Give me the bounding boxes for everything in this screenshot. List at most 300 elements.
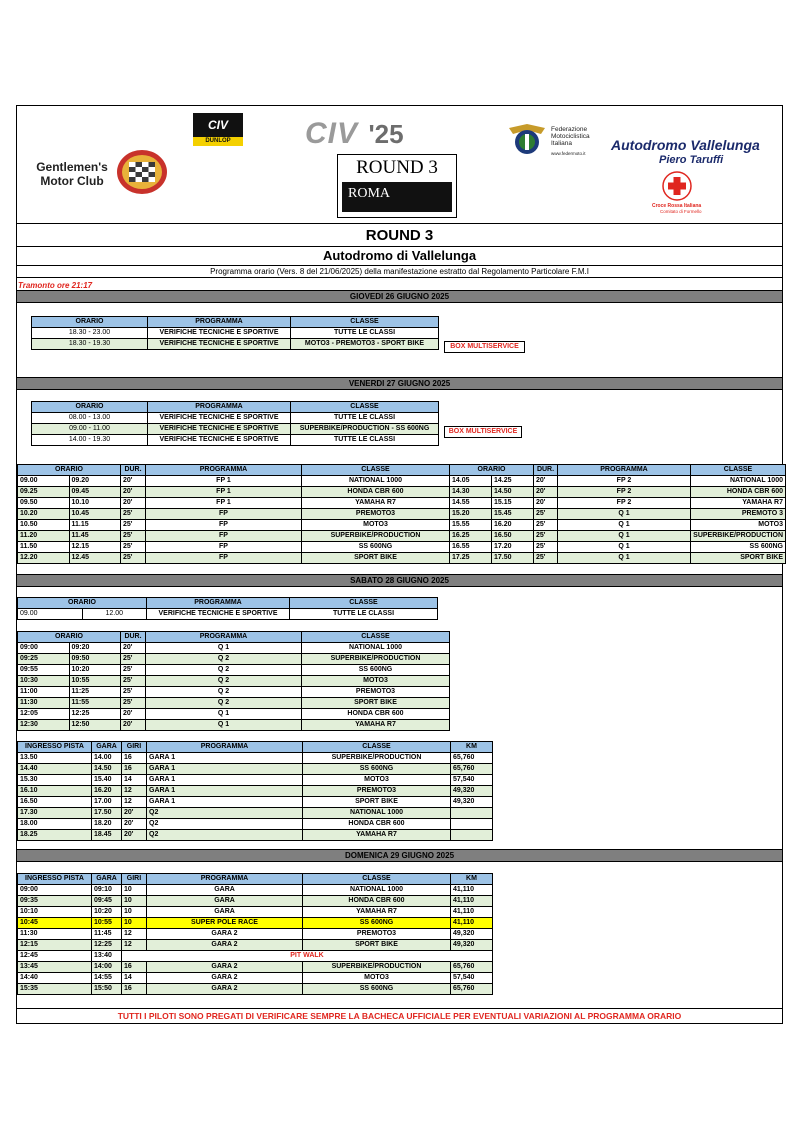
table-cell: 17.50 — [92, 808, 122, 819]
table-cell: 25' — [534, 509, 558, 520]
dunlop-mark: DUNLOP — [193, 137, 243, 146]
civ-main-logo — [305, 117, 475, 153]
table-cell: 57,540 — [451, 973, 493, 984]
round-title: ROUND 3 — [365, 227, 434, 244]
table-cell: SUPERBIKE/PRODUCTION — [303, 962, 451, 973]
table-row — [18, 973, 493, 984]
table-row — [18, 498, 786, 509]
table-cell: 09.50 — [18, 498, 70, 509]
fmi-text: Federazione Motociclistica Italiana — [551, 126, 590, 147]
table-cell: 20' — [534, 487, 558, 498]
table-cell: 16.55 — [450, 542, 492, 553]
table-cell: 12.20 — [18, 553, 70, 564]
divider — [16, 1008, 783, 1009]
civ-small-mark: CIV — [193, 113, 243, 137]
day-header-thursday: GIOVEDI 26 GIUGNO 2025 — [17, 290, 782, 303]
motor-club-badge-icon — [115, 148, 169, 196]
table-cell: 16.20 — [92, 786, 122, 797]
table-cell: FP — [146, 531, 302, 542]
table-cell: SPORT BIKE — [691, 553, 786, 564]
table-cell: 49,320 — [451, 786, 493, 797]
table-cell: 16.10 — [18, 786, 92, 797]
table-cell: Q 1 — [146, 643, 302, 654]
table-cell: 25' — [121, 509, 146, 520]
table-cell: FP 2 — [558, 487, 691, 498]
circuit-title: Autodromo di Vallelunga — [322, 248, 477, 263]
divider — [16, 265, 783, 266]
gentlemen-logo: Gentlemen's Motor Club — [36, 160, 108, 188]
table-cell: 25' — [534, 542, 558, 553]
table-cell: GARA — [147, 885, 303, 896]
table-cell: 16 — [122, 753, 147, 764]
table-cell: GARA 1 — [147, 786, 303, 797]
table-cell: 10:45 — [18, 918, 92, 929]
table-cell: Q 2 — [146, 654, 302, 665]
table-cell: 20' — [121, 643, 146, 654]
table-cell: 14.55 — [450, 498, 492, 509]
table-cell: HONDA CBR 600 — [302, 709, 450, 720]
table-cell: SUPERBIKE/PRODUCTION — [691, 531, 786, 542]
table-cell: FP 2 — [558, 498, 691, 509]
table-row — [18, 918, 493, 929]
table-cell: 65,760 — [451, 764, 493, 775]
table-cell: SPORT BIKE — [302, 698, 450, 709]
table-cell: 25' — [121, 687, 146, 698]
table-cell: 14.00 — [92, 753, 122, 764]
table-cell: 25' — [121, 676, 146, 687]
table-cell: 11:30 — [18, 929, 92, 940]
table-cell: 41,110 — [451, 907, 493, 918]
table-cell: 15:35 — [18, 984, 92, 995]
footer-warning: TUTTI I PILOTI SONO PREGATI DI VERIFICARE SEMPRE LA BACHECA UFFICIALE PER EVENTUALI VARIAZIONI AL PROGRAMMA ORARIO — [117, 1011, 682, 1021]
table-cell: FP 1 — [146, 487, 302, 498]
table-cell: 20' — [534, 476, 558, 487]
table-row — [18, 720, 450, 731]
table-row — [18, 531, 786, 542]
table-cell: 10:20 — [69, 665, 121, 676]
table-cell: 65,760 — [451, 984, 493, 995]
table-cell: SUPERBIKE/PRODUCTION — [302, 654, 450, 665]
table-cell: 10.10 — [69, 498, 121, 509]
table-cell: 13:40 — [92, 951, 122, 962]
table-cell: 12:25 — [92, 940, 122, 951]
table-row — [18, 709, 450, 720]
table-cell: 25' — [121, 698, 146, 709]
table-row — [18, 896, 493, 907]
table-cell: 65,760 — [451, 753, 493, 764]
table-cell: 17.50 — [492, 553, 534, 564]
table-row — [18, 676, 450, 687]
table-cell: MOTO3 — [691, 520, 786, 531]
table-cell: MOTO3 — [303, 775, 451, 786]
table-cell: NATIONAL 1000 — [302, 476, 450, 487]
table-cell: 20' — [122, 808, 147, 819]
table-cell: 15.55 — [450, 520, 492, 531]
saturday-qualifying-table: ORARIO DUR. PROGRAMMA CLASSE 09:00 09:20 20' Q 1 NATIONAL 1000 09:25 09:50 25' Q 2 SUPERBIKE/PRODUCTION 09:55 10:20 25' Q 2 SS 600NG 10:30 10:55 25' Q 2 MOTO3 11:00 11:25 25' Q 2 PREMOTO3 11:30 11:55 25' Q 2 SPORT BIKE 12:05 12:25 20' Q 1 HONDA CBR 600 12:30 12:50 20' Q 1 YAMAHA R7 — [17, 631, 450, 731]
table-cell: 41,110 — [451, 896, 493, 907]
table-cell: 14.50 — [492, 487, 534, 498]
table-cell: 10:55 — [69, 676, 121, 687]
program-subtitle: Programma orario (Vers. 8 del 21/06/2025) della manifestazione estratto dal Regolamento Particolare F.M.I — [210, 267, 589, 276]
table-cell: NATIONAL 1000 — [303, 808, 451, 819]
table-cell: 12.15 — [69, 542, 121, 553]
table-row — [18, 984, 493, 995]
saturday-verifiche-table: ORARIO PROGRAMMA CLASSE 09.00 12.00 VERIFICHE TECNICHE E SPORTIVE TUTTE LE CLASSI — [17, 597, 438, 620]
table-cell: 11:30 — [18, 698, 70, 709]
table-cell: 10:10 — [18, 907, 92, 918]
table-row — [18, 553, 786, 564]
table-cell: 09:25 — [18, 654, 70, 665]
table-cell: 09:50 — [69, 654, 121, 665]
table-cell: 14.05 — [450, 476, 492, 487]
table-cell: Q 1 — [558, 509, 691, 520]
table-cell: 20' — [121, 498, 146, 509]
table-cell: 17.00 — [92, 797, 122, 808]
table-cell: 09:00 — [18, 885, 92, 896]
table-cell: FP 2 — [558, 476, 691, 487]
table-cell: 10 — [122, 896, 147, 907]
table-cell: 11:25 — [69, 687, 121, 698]
table-cell: 10.50 — [18, 520, 70, 531]
table-cell: HONDA CBR 600 — [303, 896, 451, 907]
table-cell: SUPER POLE RACE — [147, 918, 303, 929]
table-cell: YAMAHA R7 — [302, 498, 450, 509]
table-cell: SS 600NG — [303, 918, 451, 929]
table-cell — [451, 819, 493, 830]
table-cell: 25' — [121, 665, 146, 676]
table-cell: 10 — [122, 907, 147, 918]
vallelunga-title: Autodromo Vallelunga — [611, 137, 760, 153]
table-cell: 09.20 — [69, 476, 121, 487]
table-cell: 17.30 — [18, 808, 92, 819]
table-cell: PREMOTO 3 — [691, 509, 786, 520]
table-row — [18, 885, 493, 896]
table-cell: 18.20 — [92, 819, 122, 830]
table-row — [18, 907, 493, 918]
table-cell: SUPERBIKE/PRODUCTION — [303, 753, 451, 764]
table-cell: YAMAHA R7 — [302, 720, 450, 731]
table-row — [18, 962, 493, 973]
table-row — [18, 654, 450, 665]
thursday-verifiche-table: ORARIO PROGRAMMA CLASSE 18.30 - 23.00 VERIFICHE TECNICHE E SPORTIVE TUTTE LE CLASSI 18.30 - 19.30 VERIFICHE TECNICHE E SPORTIVE MOTO3 - PREMOTO3 - SPORT BIKE — [31, 316, 439, 350]
table-cell: PREMOTO3 — [303, 786, 451, 797]
table-cell: 15.20 — [450, 509, 492, 520]
vallelunga-sub: Piero Taruffi — [659, 154, 724, 166]
day-header-sunday: DOMENICA 29 GIUGNO 2025 — [17, 849, 782, 862]
table-cell: NATIONAL 1000 — [303, 885, 451, 896]
table-cell: 14.25 — [492, 476, 534, 487]
table-cell: GARA 2 — [147, 962, 303, 973]
table-cell: SS 600NG — [691, 542, 786, 553]
table-cell: 16 — [122, 764, 147, 775]
table-row — [18, 830, 493, 841]
table-cell: FP — [146, 553, 302, 564]
table-cell: Q2 — [147, 830, 303, 841]
table-cell: 11:00 — [18, 687, 70, 698]
table-cell: 49,320 — [451, 929, 493, 940]
table-cell: 25' — [121, 531, 146, 542]
table-cell: 12:05 — [18, 709, 70, 720]
table-cell: 14.40 — [18, 764, 92, 775]
table-cell: FP — [146, 520, 302, 531]
table-row — [18, 775, 493, 786]
table-cell: 41,110 — [451, 918, 493, 929]
table-row — [18, 753, 493, 764]
table-cell: 16.20 — [492, 520, 534, 531]
table-cell: PREMOTO3 — [302, 509, 450, 520]
table-cell: GARA 2 — [147, 929, 303, 940]
day-header-saturday: SABATO 28 GIUGNO 2025 — [17, 574, 782, 587]
table-cell: 25' — [121, 520, 146, 531]
table-cell: 17.25 — [450, 553, 492, 564]
croce-rossa-sub: Comitato di Formello — [660, 209, 702, 214]
table-cell: 09.45 — [69, 487, 121, 498]
table-cell — [451, 830, 493, 841]
table-cell: 12:50 — [69, 720, 121, 731]
sunday-races-table: INGRESSO PISTA GARA GIRI PROGRAMMA CLASSE KM 09:00 09:10 10 GARA NATIONAL 1000 41,110 09:35 09:45 10 GARA HONDA CBR 600 41,110 10:10 10:20 10 GARA YAMAHA R7 41,110 10:45 10:55 10 SUPER POLE RACE SS 600NG 41,110 11:30 11:45 12 GARA 2 PREMOTO3 49,320 12:15 12:25 12 GARA 2 SPORT BIKE 49,320 12:45 13:40 PIT WALK 13:45 14:00 16 GARA 2 SUPERBIKE/PRODUCTION 65,760 14:40 14:55 14 GARA 2 MOTO3 57,540 15:35 15:50 16 GARA 2 SS 600NG 65,760 — [17, 873, 493, 995]
table-row — [18, 643, 450, 654]
table-cell: 09:45 — [92, 896, 122, 907]
table-cell: PREMOTO3 — [303, 929, 451, 940]
table-cell: 09.00 — [18, 476, 70, 487]
table-cell: 14:00 — [92, 962, 122, 973]
table-row — [18, 786, 493, 797]
table-cell: 25' — [534, 553, 558, 564]
table-cell: Q 1 — [146, 720, 302, 731]
table-cell: 18.00 — [18, 819, 92, 830]
table-cell: NATIONAL 1000 — [302, 643, 450, 654]
box-multiservice-label: BOX MULTISERVICE — [444, 341, 525, 353]
table-cell: SS 600NG — [303, 764, 451, 775]
table-cell: 12:30 — [18, 720, 70, 731]
table-cell: 12 — [122, 940, 147, 951]
table-cell: SPORT BIKE — [303, 940, 451, 951]
civ-big-text: CIV — [305, 117, 359, 150]
table-row: 14.00 - 19.30 VERIFICHE TECNICHE E SPORTIVE TUTTE LE CLASSI — [32, 435, 439, 446]
table-cell: HONDA CBR 600 — [303, 819, 451, 830]
civ-year-text: '25 — [368, 119, 404, 149]
fmi-logo-icon — [507, 122, 547, 158]
table-row: 09.00 - 11.00 VERIFICHE TECNICHE E SPORTIVE SUPERBIKE/PRODUCTION - SS 600NG — [32, 424, 439, 435]
table-cell: 25' — [121, 542, 146, 553]
table-cell: 17.20 — [492, 542, 534, 553]
table-cell: 10:20 — [92, 907, 122, 918]
table-row — [18, 808, 493, 819]
table-cell: 16.25 — [450, 531, 492, 542]
table-cell: 57,540 — [451, 775, 493, 786]
table-cell: 14 — [122, 775, 147, 786]
table-cell: 09:35 — [18, 896, 92, 907]
table-cell: 49,320 — [451, 940, 493, 951]
table-cell: 11.15 — [69, 520, 121, 531]
table-cell: 14 — [122, 973, 147, 984]
table-cell: SS 600NG — [303, 984, 451, 995]
table-cell: Q 2 — [146, 665, 302, 676]
table-cell: 12:25 — [69, 709, 121, 720]
table-cell: 25' — [534, 531, 558, 542]
table-cell: SS 600NG — [302, 665, 450, 676]
table-row — [18, 487, 786, 498]
table-row: 18.30 - 19.30 VERIFICHE TECNICHE E SPORTIVE MOTO3 - PREMOTO3 - SPORT BIKE — [32, 339, 439, 350]
table-row — [18, 819, 493, 830]
table-cell: Q 1 — [558, 553, 691, 564]
table-cell: GARA 1 — [147, 797, 303, 808]
table-cell: FP — [146, 542, 302, 553]
table-cell: 20' — [121, 709, 146, 720]
table-cell: GARA 2 — [147, 973, 303, 984]
table-cell: 20' — [121, 487, 146, 498]
croce-rossa-text: Croce Rossa Italiana — [652, 203, 702, 209]
table-cell: GARA 2 — [147, 984, 303, 995]
divider — [16, 277, 783, 278]
table-cell: 12.45 — [69, 553, 121, 564]
table-cell: 14.50 — [92, 764, 122, 775]
table-cell: YAMAHA R7 — [303, 907, 451, 918]
day-header-friday: VENERDI 27 GIUGNO 2025 — [17, 377, 782, 390]
table-cell: 13.50 — [18, 753, 92, 764]
table-cell: YAMAHA R7 — [691, 498, 786, 509]
table-cell: HONDA CBR 600 — [691, 487, 786, 498]
table-cell: 14:40 — [18, 973, 92, 984]
table-cell: GARA — [147, 896, 303, 907]
table-cell: Q 2 — [146, 676, 302, 687]
table-cell: 25' — [534, 520, 558, 531]
table-cell: 14.30 — [450, 487, 492, 498]
table-cell: SPORT BIKE — [302, 553, 450, 564]
table-cell: PIT WALK — [122, 951, 493, 962]
table-cell: GARA 1 — [147, 764, 303, 775]
table-cell: Q 1 — [558, 542, 691, 553]
roma-banner: ROMA — [342, 182, 452, 212]
table-cell: 15.45 — [492, 509, 534, 520]
table-cell: SS 600NG — [302, 542, 450, 553]
table-cell: 09.25 — [18, 487, 70, 498]
table-cell: HONDA CBR 600 — [302, 487, 450, 498]
table-cell: 10 — [122, 918, 147, 929]
table-cell: 20' — [121, 476, 146, 487]
table-row — [18, 520, 786, 531]
divider — [16, 223, 783, 224]
table-cell — [451, 808, 493, 819]
table-cell: 15.40 — [92, 775, 122, 786]
table-cell: GARA — [147, 907, 303, 918]
table-cell: GARA 1 — [147, 753, 303, 764]
friday-verifiche-table: ORARIO PROGRAMMA CLASSE 08.00 - 13.00 VERIFICHE TECNICHE E SPORTIVE TUTTE LE CLASSI 09.00 - 11.00 VERIFICHE TECNICHE E SPORTIVE SUPERBIKE/PRODUCTION - SS 600NG 14.00 - 19.30 VERIFICHE TECNICHE E SPORTIVE TUTTE LE CLASSI — [31, 401, 439, 446]
table-row — [18, 509, 786, 520]
round-box — [337, 154, 457, 218]
table-cell: PREMOTO3 — [302, 687, 450, 698]
table-cell: 15.15 — [492, 498, 534, 509]
table-cell: 16 — [122, 962, 147, 973]
table-cell: GARA 1 — [147, 775, 303, 786]
table-cell: SPORT BIKE — [303, 797, 451, 808]
table-cell: Q 2 — [146, 687, 302, 698]
table-cell: FP — [146, 509, 302, 520]
table-cell: FP 1 — [146, 498, 302, 509]
table-cell: Q2 — [147, 808, 303, 819]
table-cell: NATIONAL 1000 — [691, 476, 786, 487]
table-cell: 15:50 — [92, 984, 122, 995]
round-box-title: ROUND 3 — [356, 157, 438, 178]
table-cell: 12 — [122, 929, 147, 940]
table-cell: 20' — [122, 830, 147, 841]
table-cell: 18.25 — [18, 830, 92, 841]
table-cell: 25' — [121, 553, 146, 564]
red-cross-icon — [659, 170, 695, 202]
box-multiservice-label: BOX MULTISERVICE — [444, 426, 522, 438]
table-cell: 14:55 — [92, 973, 122, 984]
table-cell: 11.20 — [18, 531, 70, 542]
table-cell: 12:15 — [18, 940, 92, 951]
table-cell: 10.20 — [18, 509, 70, 520]
table-row — [18, 542, 786, 553]
fmi-url: www.federmoto.it — [551, 151, 586, 156]
table-cell: 09:55 — [18, 665, 70, 676]
sunset-time: Tramonto ore 21:17 — [18, 281, 93, 290]
table-cell: 18.45 — [92, 830, 122, 841]
table-cell: 41,110 — [451, 885, 493, 896]
table-cell: 65,760 — [451, 962, 493, 973]
table-row — [18, 940, 493, 951]
table-cell: 11.45 — [69, 531, 121, 542]
table-cell: 10 — [122, 885, 147, 896]
table-cell: 10:30 — [18, 676, 70, 687]
friday-sessions-table: ORARIO DUR. PROGRAMMA CLASSE ORARIO DUR. PROGRAMMA CLASSE 09.00 09.20 20' FP 1 NATIONAL 1000 14.05 14.25 20' FP 2 NATIONAL 1000 09.25 09.45 20' FP 1 HONDA CBR 600 14.30 14.50 20' FP 2 HONDA CBR 600 09.50 10.10 20' FP 1 YAMAHA R7 14.55 15.15 20' FP 2 YAMAHA R7 10.20 10.45 25' FP PREMOTO3 15.20 15.45 25' Q 1 PREMOTO 3 10.50 11.15 25' FP MOTO3 15.55 16.20 25' Q 1 MOTO3 11.20 11.45 25' FP SUPERBIKE/PRODUCTION 16.25 16.50 25' Q 1 SUPERBIKE/PRODUCTION 11.50 12.15 25' FP SS 600NG 16.55 17.20 25' Q 1 SS 600NG 12.20 12.45 25' FP SPORT BIKE 17.25 17.50 25' Q 1 SPORT BIKE — [17, 464, 786, 564]
table-cell: 09:00 — [18, 643, 70, 654]
divider — [16, 246, 783, 247]
table-cell: 11:45 — [92, 929, 122, 940]
table-cell: 09:10 — [92, 885, 122, 896]
table-cell: 16.50 — [492, 531, 534, 542]
table-cell: GARA 2 — [147, 940, 303, 951]
table-cell: 13:45 — [18, 962, 92, 973]
table-cell: FP 1 — [146, 476, 302, 487]
table-cell: 20' — [534, 498, 558, 509]
table-cell: 12:45 — [18, 951, 92, 962]
table-row — [18, 476, 786, 487]
table-cell: 09:20 — [69, 643, 121, 654]
table-cell: 10.45 — [69, 509, 121, 520]
table-cell: 15.30 — [18, 775, 92, 786]
table-row — [18, 764, 493, 775]
table-row — [18, 951, 493, 962]
table-row — [18, 797, 493, 808]
table-row: 08.00 - 13.00 VERIFICHE TECNICHE E SPORTIVE TUTTE LE CLASSI — [32, 413, 439, 424]
table-cell: YAMAHA R7 — [303, 830, 451, 841]
table-row: 09.00 12.00 VERIFICHE TECNICHE E SPORTIVE TUTTE LE CLASSI — [18, 609, 438, 620]
table-cell: 25' — [121, 654, 146, 665]
table-cell: Q 1 — [146, 709, 302, 720]
table-row: 18.30 - 23.00 VERIFICHE TECNICHE E SPORTIVE TUTTE LE CLASSI — [32, 328, 439, 339]
table-cell: 20' — [121, 720, 146, 731]
table-cell: 16.50 — [18, 797, 92, 808]
table-cell: Q 1 — [558, 520, 691, 531]
table-cell: MOTO3 — [302, 676, 450, 687]
table-cell: 10:55 — [92, 918, 122, 929]
table-cell: 20' — [122, 819, 147, 830]
table-cell: 11.50 — [18, 542, 70, 553]
table-cell: MOTO3 — [303, 973, 451, 984]
table-cell: 12 — [122, 797, 147, 808]
table-row — [18, 698, 450, 709]
table-cell: Q2 — [147, 819, 303, 830]
table-row — [18, 665, 450, 676]
table-cell: Q 2 — [146, 698, 302, 709]
table-cell: 16 — [122, 984, 147, 995]
table-cell: Q 1 — [558, 531, 691, 542]
table-cell: 49,320 — [451, 797, 493, 808]
saturday-races-table: INGRESSO PISTA GARA GIRI PROGRAMMA CLASSE KM 13.50 14.00 16 GARA 1 SUPERBIKE/PRODUCTION 65,760 14.40 14.50 16 GARA 1 SS 600NG 65,760 15.30 15.40 14 GARA 1 MOTO3 57,540 16.10 16.20 12 GARA 1 PREMOTO3 49,320 16.50 17.00 12 GARA 1 SPORT BIKE 49,320 17.30 17.50 20' Q2 NATIONAL 1000 18.00 18.20 20' Q2 HONDA CBR 600 18.25 18.45 20' Q2 YAMAHA R7 — [17, 741, 493, 841]
